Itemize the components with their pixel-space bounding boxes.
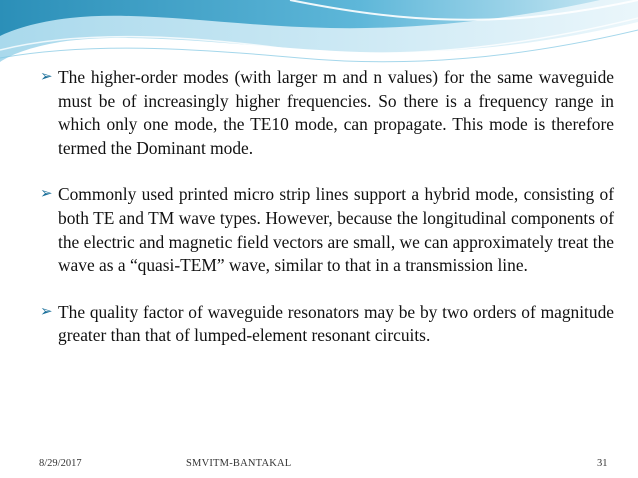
header-wave-decoration: [0, 0, 638, 75]
bullet-item-3: [40, 301, 614, 348]
footer-date: 8/29/2017: [39, 458, 82, 469]
page-number: 31: [597, 458, 608, 469]
slide-footer: [0, 458, 638, 476]
bullet-item-2: [40, 183, 614, 277]
bullet-list: [40, 66, 614, 371]
arrow-bullet-icon: ➢: [40, 69, 53, 85]
bullet-text-1: The higher-order modes (with larger m and n values) for the same waveguide must be of increasingly higher frequencies. So there is a frequency range in which only one mode, the TE10 mode, can propagate. This mode is therefore termed the Dominant mode.: [58, 67, 614, 158]
arrow-bullet-icon: ➢: [40, 303, 53, 320]
bullet-text-3: The quality factor of waveguide resonators may be by two orders of magnitude greater than that of lumped-element resonant circuits.: [58, 301, 614, 346]
footer-institution: SMVITM-BANTAKAL: [186, 458, 292, 469]
arrow-bullet-icon: ➢: [40, 186, 53, 203]
bullet-item-1: [40, 66, 614, 160]
bullet-text-2: Commonly used printed micro strip lines support a hybrid mode, consisting of both TE and TM wave types. However, because the longitudinal components of the electric and magnetic field vectors are small, we can approximately treat the wave as a “quasi-TEM” wave, similar to that in a transmission line.: [58, 184, 614, 276]
